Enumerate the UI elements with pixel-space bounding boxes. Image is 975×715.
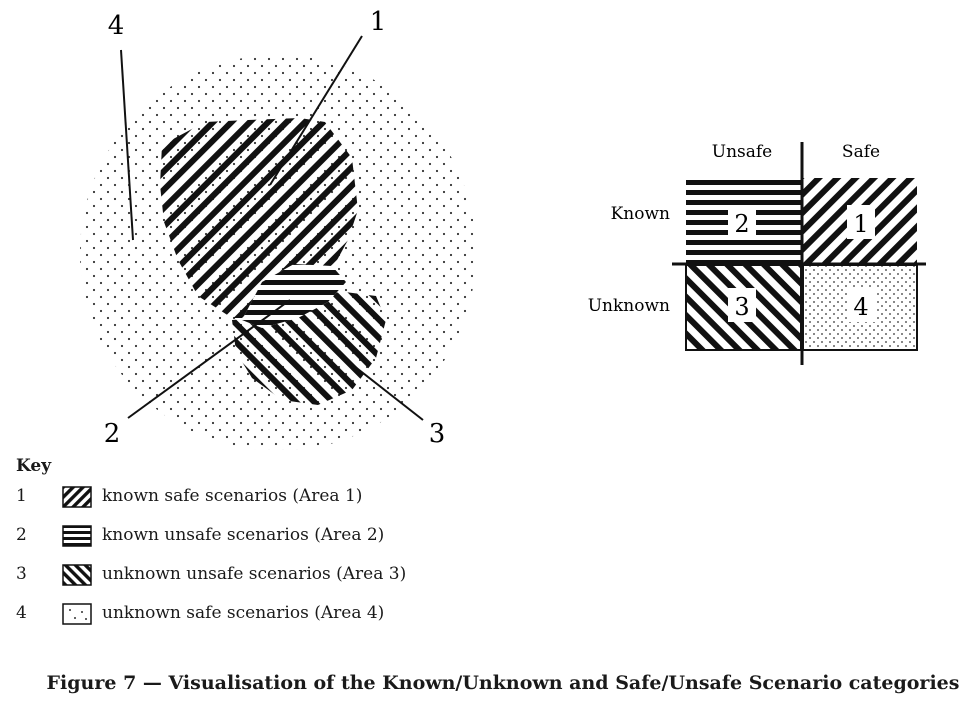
cell-label-1: 1 <box>853 210 869 238</box>
row-known: Known <box>610 204 670 224</box>
row-unknown: Unknown <box>587 296 670 316</box>
label-area4: 4 <box>107 11 125 41</box>
label-area3: 3 <box>428 419 446 449</box>
swatch-unknown-safe <box>62 603 92 625</box>
swatch-unknown-unsafe <box>62 564 92 586</box>
key-label: unknown safe scenarios (Area 4) <box>102 603 385 623</box>
label-area2: 2 <box>103 419 121 449</box>
label-area1: 1 <box>369 7 387 37</box>
swatch-known-safe <box>62 486 92 508</box>
key-label: known unsafe scenarios (Area 2) <box>102 525 385 545</box>
key-label: known safe scenarios (Area 1) <box>102 486 363 506</box>
venn-diagram <box>0 0 500 450</box>
col-unsafe: Unsafe <box>711 142 773 162</box>
col-safe: Safe <box>841 142 881 162</box>
key-item-2 <box>16 525 616 564</box>
key-number: 2 <box>16 525 27 545</box>
key-number: 4 <box>16 603 27 623</box>
key <box>16 456 616 642</box>
key-item-3 <box>16 564 616 603</box>
key-item-4 <box>16 603 616 642</box>
key-item-1 <box>16 486 616 525</box>
cell-label-4: 4 <box>853 293 869 321</box>
cell-label-2: 2 <box>734 210 750 238</box>
key-title: Key <box>16 456 52 476</box>
key-number: 1 <box>16 486 27 506</box>
key-number: 3 <box>16 564 27 584</box>
swatch-known-unsafe <box>62 525 92 547</box>
cell-label-3: 3 <box>734 293 750 321</box>
key-label: unknown unsafe scenarios (Area 3) <box>102 564 407 584</box>
category-matrix <box>560 120 970 380</box>
figure-caption: Figure 7 — Visualisation of the Known/Unknown and Safe/Unsafe Scenario categories <box>46 672 960 694</box>
